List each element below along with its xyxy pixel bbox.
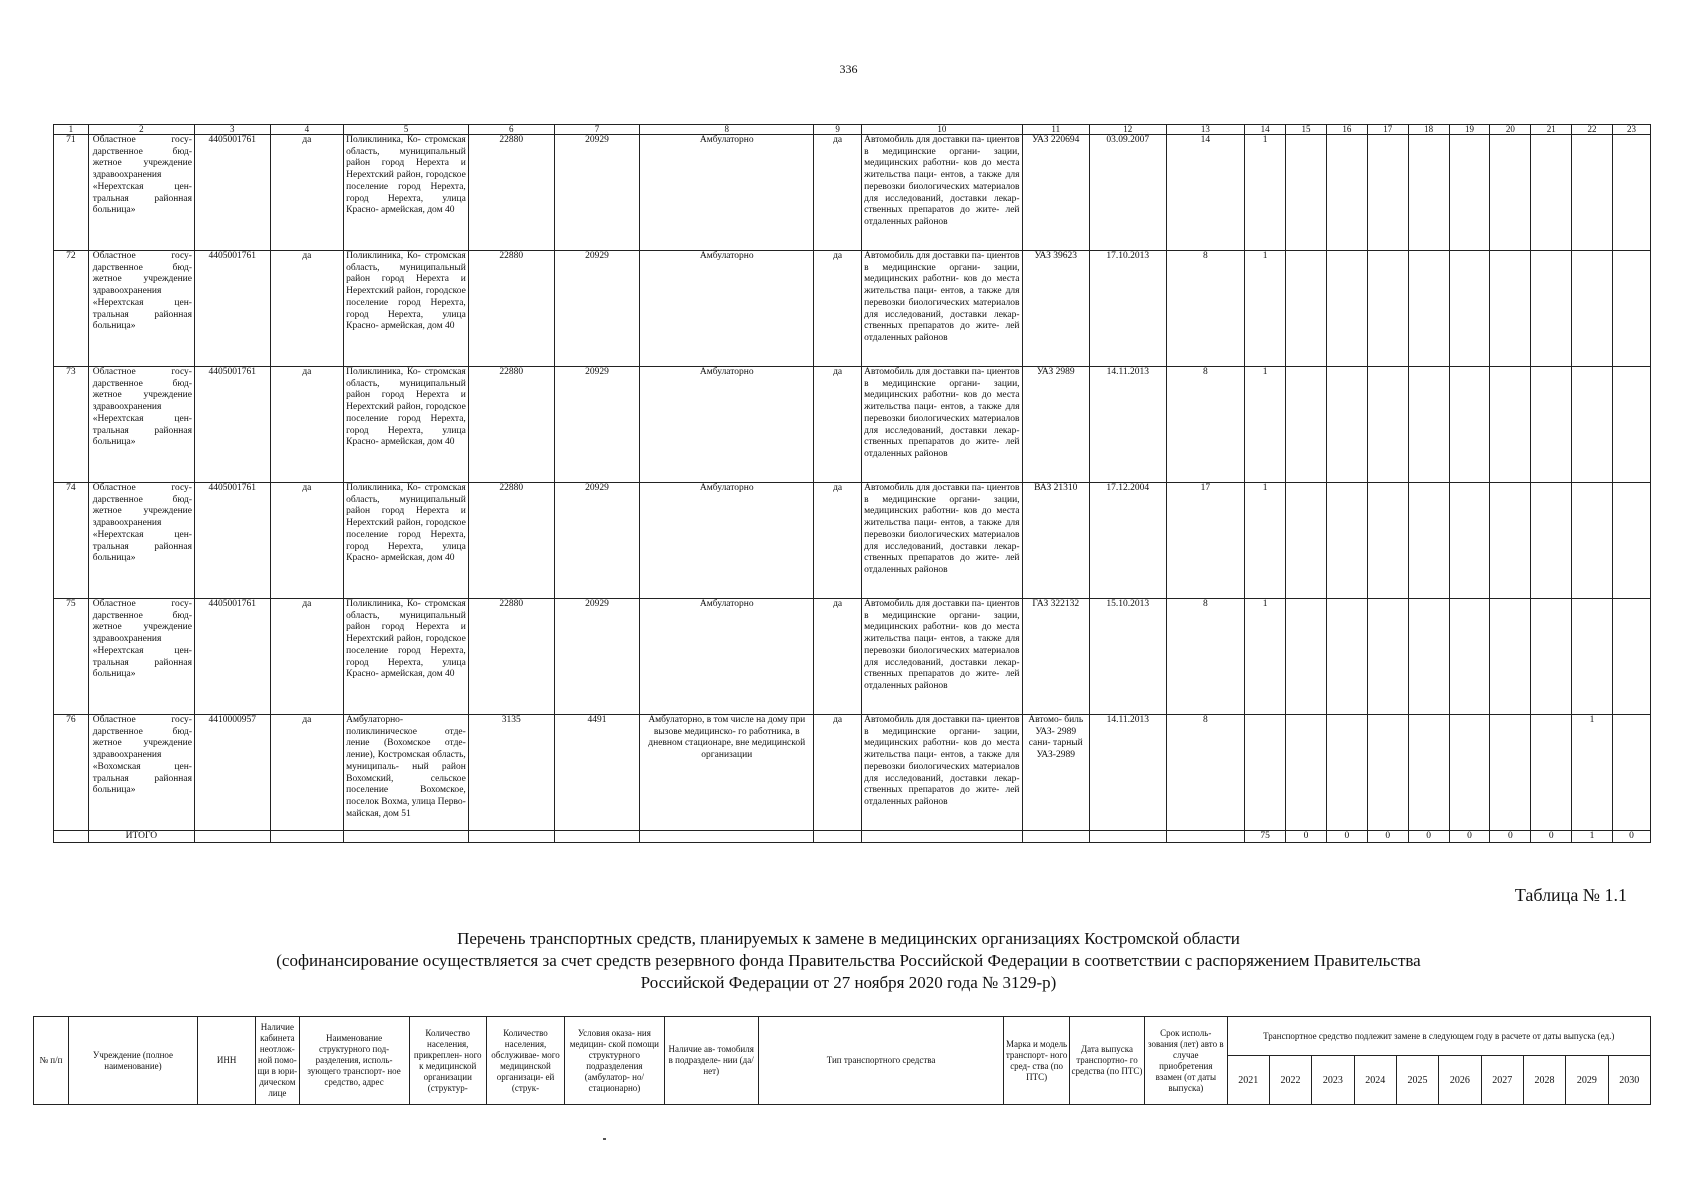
year-count-cell: [1449, 251, 1490, 367]
vehicle-presence: да: [814, 483, 862, 599]
vehicle-model: ГАЗ 322132: [1022, 599, 1089, 715]
vehicle-presence: да: [814, 715, 862, 831]
inn-value: 4405001761: [194, 599, 270, 715]
year-count-cell: [1286, 367, 1327, 483]
year-count-cell: [1408, 483, 1449, 599]
year-count-cell: [1286, 599, 1327, 715]
year-count-cell: [1367, 483, 1408, 599]
usage-years: 17: [1166, 483, 1245, 599]
table-row: [54, 483, 1651, 599]
header-has-vehicle: Наличие ав- томобиля в подразделе- нии (да/нет): [664, 1017, 758, 1105]
organization-name: Областное госу- дарственное бюд- жетное учреждение здравоохранения «Нерехтская цен- тральная районная больница»: [88, 599, 194, 715]
header-num: № п/п: [34, 1017, 69, 1105]
column-number: 18: [1408, 125, 1449, 135]
year-2021-count: 1: [1245, 599, 1286, 715]
year-count-cell: [1286, 715, 1327, 831]
total-value: 0: [1367, 831, 1408, 843]
row-number: 75: [54, 599, 89, 715]
organization-name: Областное госу- дарственное бюд- жетное учреждение здравоохранения «Нерехтская цен- тральная районная больница»: [88, 483, 194, 599]
table-row: [54, 715, 1651, 831]
row-number: 72: [54, 251, 89, 367]
vehicle-presence: да: [814, 135, 862, 251]
served-population: 20929: [554, 483, 640, 599]
table-row: [54, 135, 1651, 251]
total-empty-cell: [194, 831, 270, 843]
year-count-cell: [1286, 135, 1327, 251]
column-number: 9: [814, 125, 862, 135]
year-2029-count: [1572, 483, 1613, 599]
inn-value: 4405001761: [194, 135, 270, 251]
total-empty-cell: [554, 831, 640, 843]
column-number: 20: [1490, 125, 1531, 135]
column-number: 8: [640, 125, 814, 135]
year-count-cell: [1490, 135, 1531, 251]
header-attached: Количество населения, прикреплен- ного к медицинской организации (структур-: [409, 1017, 486, 1105]
header-replace-group: Транспортное средство подлежит замене в следующем году в расчете от даты выпуска (ед.): [1227, 1017, 1650, 1056]
header-year: 2025: [1396, 1056, 1438, 1105]
column-number: 4: [270, 125, 344, 135]
year-2029-count: [1572, 135, 1613, 251]
year-2021-count: 1: [1245, 251, 1286, 367]
total-value: 75: [1245, 831, 1286, 843]
year-count-cell: [1326, 135, 1367, 251]
organization-name: Областное госу- дарственное бюд- жетное учреждение здравоохранения «Нерехтская цен- тральная районная больница»: [88, 135, 194, 251]
year-count-cell: [1326, 599, 1367, 715]
title-line: Перечень транспортных средств, планируемых к замене в медицинских организациях Костромской области: [457, 929, 1240, 948]
column-number: 1: [54, 125, 89, 135]
structural-unit-address: Поликлиника, Ко- стромская область, муниципальный район город Нерехта и Нерехтский район, городское поселение город Нерехта, город Нерехта, улица Красно- армейская, дом 40: [344, 367, 469, 483]
column-number: 17: [1367, 125, 1408, 135]
total-value: 0: [1531, 831, 1572, 843]
header-release-date: Дата выпуска транспортно- го средства (по ПТС): [1069, 1017, 1144, 1105]
year-count-cell: [1367, 367, 1408, 483]
table-row: [54, 599, 1651, 715]
total-value: 0: [1286, 831, 1327, 843]
year-count-cell: [1531, 599, 1572, 715]
total-empty-cell: [270, 831, 344, 843]
header-table: [33, 1016, 1651, 1105]
year-count-cell: [1449, 715, 1490, 831]
usage-years: 8: [1166, 599, 1245, 715]
served-population: 20929: [554, 599, 640, 715]
column-number: 21: [1531, 125, 1572, 135]
total-value: 0: [1490, 831, 1531, 843]
attached-population: 22880: [468, 367, 554, 483]
structural-unit-address: Поликлиника, Ко- стромская область, муниципальный район город Нерехта и Нерехтский район, городское поселение город Нерехта, город Нерехта, улица Красно- армейская, дом 40: [344, 599, 469, 715]
total-value: 1: [1572, 831, 1613, 843]
care-conditions: Амбулаторно: [640, 367, 814, 483]
column-number: 15: [1286, 125, 1327, 135]
release-date: 17.12.2004: [1089, 483, 1166, 599]
year-count-cell: [1531, 715, 1572, 831]
column-number: 13: [1166, 125, 1245, 135]
inn-value: 4410000957: [194, 715, 270, 831]
header-inn: ИНН: [198, 1017, 256, 1105]
column-number: 2: [88, 125, 194, 135]
year-count-cell: [1449, 483, 1490, 599]
total-spacer: [54, 831, 89, 843]
title-line: (софинансирование осуществляется за счет средств резервного фонда Правительства Российской Федерации в соответствии с распоряжением Правительства: [276, 951, 1421, 970]
header-year: 2022: [1269, 1056, 1311, 1105]
year-count-cell: [1326, 483, 1367, 599]
year-count-cell: [1367, 251, 1408, 367]
header-year: 2027: [1481, 1056, 1523, 1105]
inn-value: 4405001761: [194, 251, 270, 367]
year-count-cell: [1286, 483, 1327, 599]
total-empty-cell: [1089, 831, 1166, 843]
served-population: 4491: [554, 715, 640, 831]
column-number: 14: [1245, 125, 1286, 135]
year-count-cell: [1612, 715, 1650, 831]
vehicle-model: УАЗ 220694: [1022, 135, 1089, 251]
year-count-cell: [1326, 251, 1367, 367]
year-count-cell: [1531, 367, 1572, 483]
served-population: 20929: [554, 367, 640, 483]
vehicle-presence: да: [814, 251, 862, 367]
usage-years: 8: [1166, 715, 1245, 831]
year-count-cell: [1531, 483, 1572, 599]
usage-years: 14: [1166, 135, 1245, 251]
year-count-cell: [1367, 135, 1408, 251]
vehicle-table: [53, 124, 1651, 843]
table-row: [54, 367, 1651, 483]
emergency-cabinet-flag: да: [270, 715, 344, 831]
column-number: 19: [1449, 125, 1490, 135]
structural-unit-address: Амбулаторно- поликлиническое отде- ление (Вохомское отде- ление), Костромская область, муниципаль- ный район Вохомский, сельское поселение Вохомское, поселок Вохма, улица Перво- майская, дом 51: [344, 715, 469, 831]
header-year: 2024: [1354, 1056, 1396, 1105]
page-number: 336: [839, 62, 858, 76]
column-number: 12: [1089, 125, 1166, 135]
structural-unit-address: Поликлиника, Ко- стромская область, муниципальный район город Нерехта и Нерехтский район, городское поселение город Нерехта, город Нерехта, улица Красно- армейская, дом 40: [344, 483, 469, 599]
column-number: 3: [194, 125, 270, 135]
header-conditions: Условия оказа- ния медицин- ской помощи структурного подразделения (амбулатор- но/стационарно): [565, 1017, 664, 1105]
header-served: Количество населения, обслуживае- мого медицинской организаци- ей (струк-: [486, 1017, 564, 1105]
vehicle-type: Автомобиль для доставки па- циентов в медицинские органи- зации, медицинских работни- ков до места жительства паци- ентов, а также для перевозки биологических материалов для исследований, доставки лекар- ственных препаратов до жите- лей отдаленных районов: [862, 251, 1022, 367]
inn-value: 4405001761: [194, 367, 270, 483]
total-empty-cell: [640, 831, 814, 843]
table-title: [0, 928, 1697, 994]
attached-population: 3135: [468, 715, 554, 831]
emergency-cabinet-flag: да: [270, 135, 344, 251]
row-number: 76: [54, 715, 89, 831]
year-count-cell: [1326, 715, 1367, 831]
inn-value: 4405001761: [194, 483, 270, 599]
year-count-cell: [1490, 483, 1531, 599]
attached-population: 22880: [468, 135, 554, 251]
vehicle-type: Автомобиль для доставки па- циентов в медицинские органи- зации, медицинских работни- ков до места жительства паци- ентов, а также для перевозки биологических материалов для исследований, доставки лекар- ственных препаратов до жите- лей отдаленных районов: [862, 599, 1022, 715]
header-unit: Наименование структурного под- разделения, исполь- зующего транспорт- ное средство, адрес: [299, 1017, 409, 1105]
scan-speck: [603, 1138, 606, 1140]
header-cabinet: Наличие кабинета неотлож- ной помо- щи в юри- дическом лице: [256, 1017, 299, 1105]
year-count-cell: [1408, 367, 1449, 483]
year-2021-count: [1245, 715, 1286, 831]
vehicle-presence: да: [814, 367, 862, 483]
year-2021-count: 1: [1245, 367, 1286, 483]
column-number: 6: [468, 125, 554, 135]
release-date: 17.10.2013: [1089, 251, 1166, 367]
total-value: 0: [1408, 831, 1449, 843]
header-year: 2026: [1439, 1056, 1481, 1105]
organization-name: Областное госу- дарственное бюд- жетное учреждение здравоохранения «Нерехтская цен- тральная районная больница»: [88, 367, 194, 483]
row-number: 73: [54, 367, 89, 483]
release-date: 14.11.2013: [1089, 715, 1166, 831]
year-2029-count: [1572, 251, 1613, 367]
column-number: 10: [862, 125, 1022, 135]
total-empty-cell: [814, 831, 862, 843]
release-date: 03.09.2007: [1089, 135, 1166, 251]
year-count-cell: [1612, 483, 1650, 599]
year-count-cell: [1612, 135, 1650, 251]
emergency-cabinet-flag: да: [270, 599, 344, 715]
row-number: 74: [54, 483, 89, 599]
year-count-cell: [1612, 599, 1650, 715]
total-empty-cell: [344, 831, 469, 843]
table-label: Таблица № 1.1: [1514, 885, 1627, 905]
attached-population: 22880: [468, 483, 554, 599]
year-2029-count: [1572, 367, 1613, 483]
year-2029-count: 1: [1572, 715, 1613, 831]
total-empty-cell: [1022, 831, 1089, 843]
table-row: [54, 251, 1651, 367]
year-count-cell: [1490, 251, 1531, 367]
total-value: 0: [1326, 831, 1367, 843]
care-conditions: Амбулаторно, в том числе на дому при вызове медицинско- го работника, в дневном стационаре, вне медицинской организации: [640, 715, 814, 831]
header-year: 2023: [1312, 1056, 1354, 1105]
year-count-cell: [1408, 599, 1449, 715]
column-number: 22: [1572, 125, 1613, 135]
vehicle-model: УАЗ 2989: [1022, 367, 1089, 483]
attached-population: 22880: [468, 251, 554, 367]
year-count-cell: [1449, 367, 1490, 483]
care-conditions: Амбулаторно: [640, 251, 814, 367]
year-2021-count: 1: [1245, 135, 1286, 251]
total-value: 0: [1449, 831, 1490, 843]
usage-years: 8: [1166, 367, 1245, 483]
column-number-row: [54, 125, 1651, 135]
total-row: [54, 831, 1651, 843]
structural-unit-address: Поликлиника, Ко- стромская область, муниципальный район город Нерехта и Нерехтский район, городское поселение город Нерехта, город Нерехта, улица Красно- армейская, дом 40: [344, 251, 469, 367]
year-count-cell: [1612, 251, 1650, 367]
header-year: 2030: [1608, 1056, 1650, 1105]
header-year: 2021: [1227, 1056, 1269, 1105]
year-count-cell: [1449, 135, 1490, 251]
structural-unit-address: Поликлиника, Ко- стромская область, муниципальный район город Нерехта и Нерехтский район, городское поселение город Нерехта, город Нерехта, улица Красно- армейская, дом 40: [344, 135, 469, 251]
care-conditions: Амбулаторно: [640, 483, 814, 599]
vehicle-type: Автомобиль для доставки па- циентов в медицинские органи- зации, медицинских работни- ков до места жительства паци- ентов, а также для перевозки биологических материалов для исследований, доставки лекар- ственных препаратов до жите- лей отдаленных районов: [862, 483, 1022, 599]
served-population: 20929: [554, 251, 640, 367]
header-vehicle-type: Тип транспортного средства: [758, 1017, 1004, 1105]
care-conditions: Амбулаторно: [640, 135, 814, 251]
header-year: 2029: [1566, 1056, 1608, 1105]
attached-population: 22880: [468, 599, 554, 715]
year-count-cell: [1408, 251, 1449, 367]
header-model: Марка и модель транспорт- ного сред- ства (по ПТС): [1004, 1017, 1070, 1105]
release-date: 14.11.2013: [1089, 367, 1166, 483]
year-count-cell: [1326, 367, 1367, 483]
year-count-cell: [1408, 135, 1449, 251]
header-years: Срок исполь- зования (лет) авто в случае приобретения взамен (от даты выпуска): [1145, 1017, 1228, 1105]
year-count-cell: [1531, 135, 1572, 251]
emergency-cabinet-flag: да: [270, 483, 344, 599]
emergency-cabinet-flag: да: [270, 251, 344, 367]
vehicle-model: УАЗ 39623: [1022, 251, 1089, 367]
header-org: Учреждение (полное наименование): [68, 1017, 197, 1105]
vehicle-type: Автомобиль для доставки па- циентов в медицинские органи- зации, медицинских работни- ков до места жительства паци- ентов, а также для перевозки биологических материалов для исследований, доставки лекар- ственных препаратов до жите- лей отдаленных районов: [862, 135, 1022, 251]
year-count-cell: [1367, 715, 1408, 831]
emergency-cabinet-flag: да: [270, 367, 344, 483]
year-count-cell: [1449, 599, 1490, 715]
organization-name: Областное госу- дарственное бюд- жетное учреждение здравоохранения «Вохомская цен- тральная районная больница»: [88, 715, 194, 831]
total-label: ИТОГО: [88, 831, 194, 843]
vehicle-model: Автомо- биль УАЗ- 2989 сани- тарный УАЗ-2989: [1022, 715, 1089, 831]
header-year: 2028: [1523, 1056, 1565, 1105]
column-number: 5: [344, 125, 469, 135]
organization-name: Областное госу- дарственное бюд- жетное учреждение здравоохранения «Нерехтская цен- тральная районная больница»: [88, 251, 194, 367]
served-population: 20929: [554, 135, 640, 251]
vehicle-model: ВАЗ 21310: [1022, 483, 1089, 599]
year-2029-count: [1572, 599, 1613, 715]
year-count-cell: [1286, 251, 1327, 367]
total-empty-cell: [468, 831, 554, 843]
row-number: 71: [54, 135, 89, 251]
year-2021-count: 1: [1245, 483, 1286, 599]
column-number: 11: [1022, 125, 1089, 135]
title-line: Российской Федерации от 27 ноября 2020 года № 3129-р): [640, 973, 1057, 992]
year-count-cell: [1367, 599, 1408, 715]
total-empty-cell: [862, 831, 1022, 843]
year-count-cell: [1531, 251, 1572, 367]
year-count-cell: [1612, 367, 1650, 483]
year-count-cell: [1490, 599, 1531, 715]
column-number: 16: [1326, 125, 1367, 135]
vehicle-type: Автомобиль для доставки па- циентов в медицинские органи- зации, медицинских работни- ков до места жительства паци- ентов, а также для перевозки биологических материалов для исследований, доставки лекар- ственных препаратов до жите- лей отдаленных районов: [862, 715, 1022, 831]
column-number: 7: [554, 125, 640, 135]
year-count-cell: [1490, 715, 1531, 831]
column-number: 23: [1612, 125, 1650, 135]
total-empty-cell: [1166, 831, 1245, 843]
total-value: 0: [1612, 831, 1650, 843]
usage-years: 8: [1166, 251, 1245, 367]
release-date: 15.10.2013: [1089, 599, 1166, 715]
care-conditions: Амбулаторно: [640, 599, 814, 715]
year-count-cell: [1408, 715, 1449, 831]
year-count-cell: [1490, 367, 1531, 483]
vehicle-type: Автомобиль для доставки па- циентов в медицинские органи- зации, медицинских работни- ков до места жительства паци- ентов, а также для перевозки биологических материалов для исследований, доставки лекар- ственных препаратов до жите- лей отдаленных районов: [862, 367, 1022, 483]
vehicle-presence: да: [814, 599, 862, 715]
